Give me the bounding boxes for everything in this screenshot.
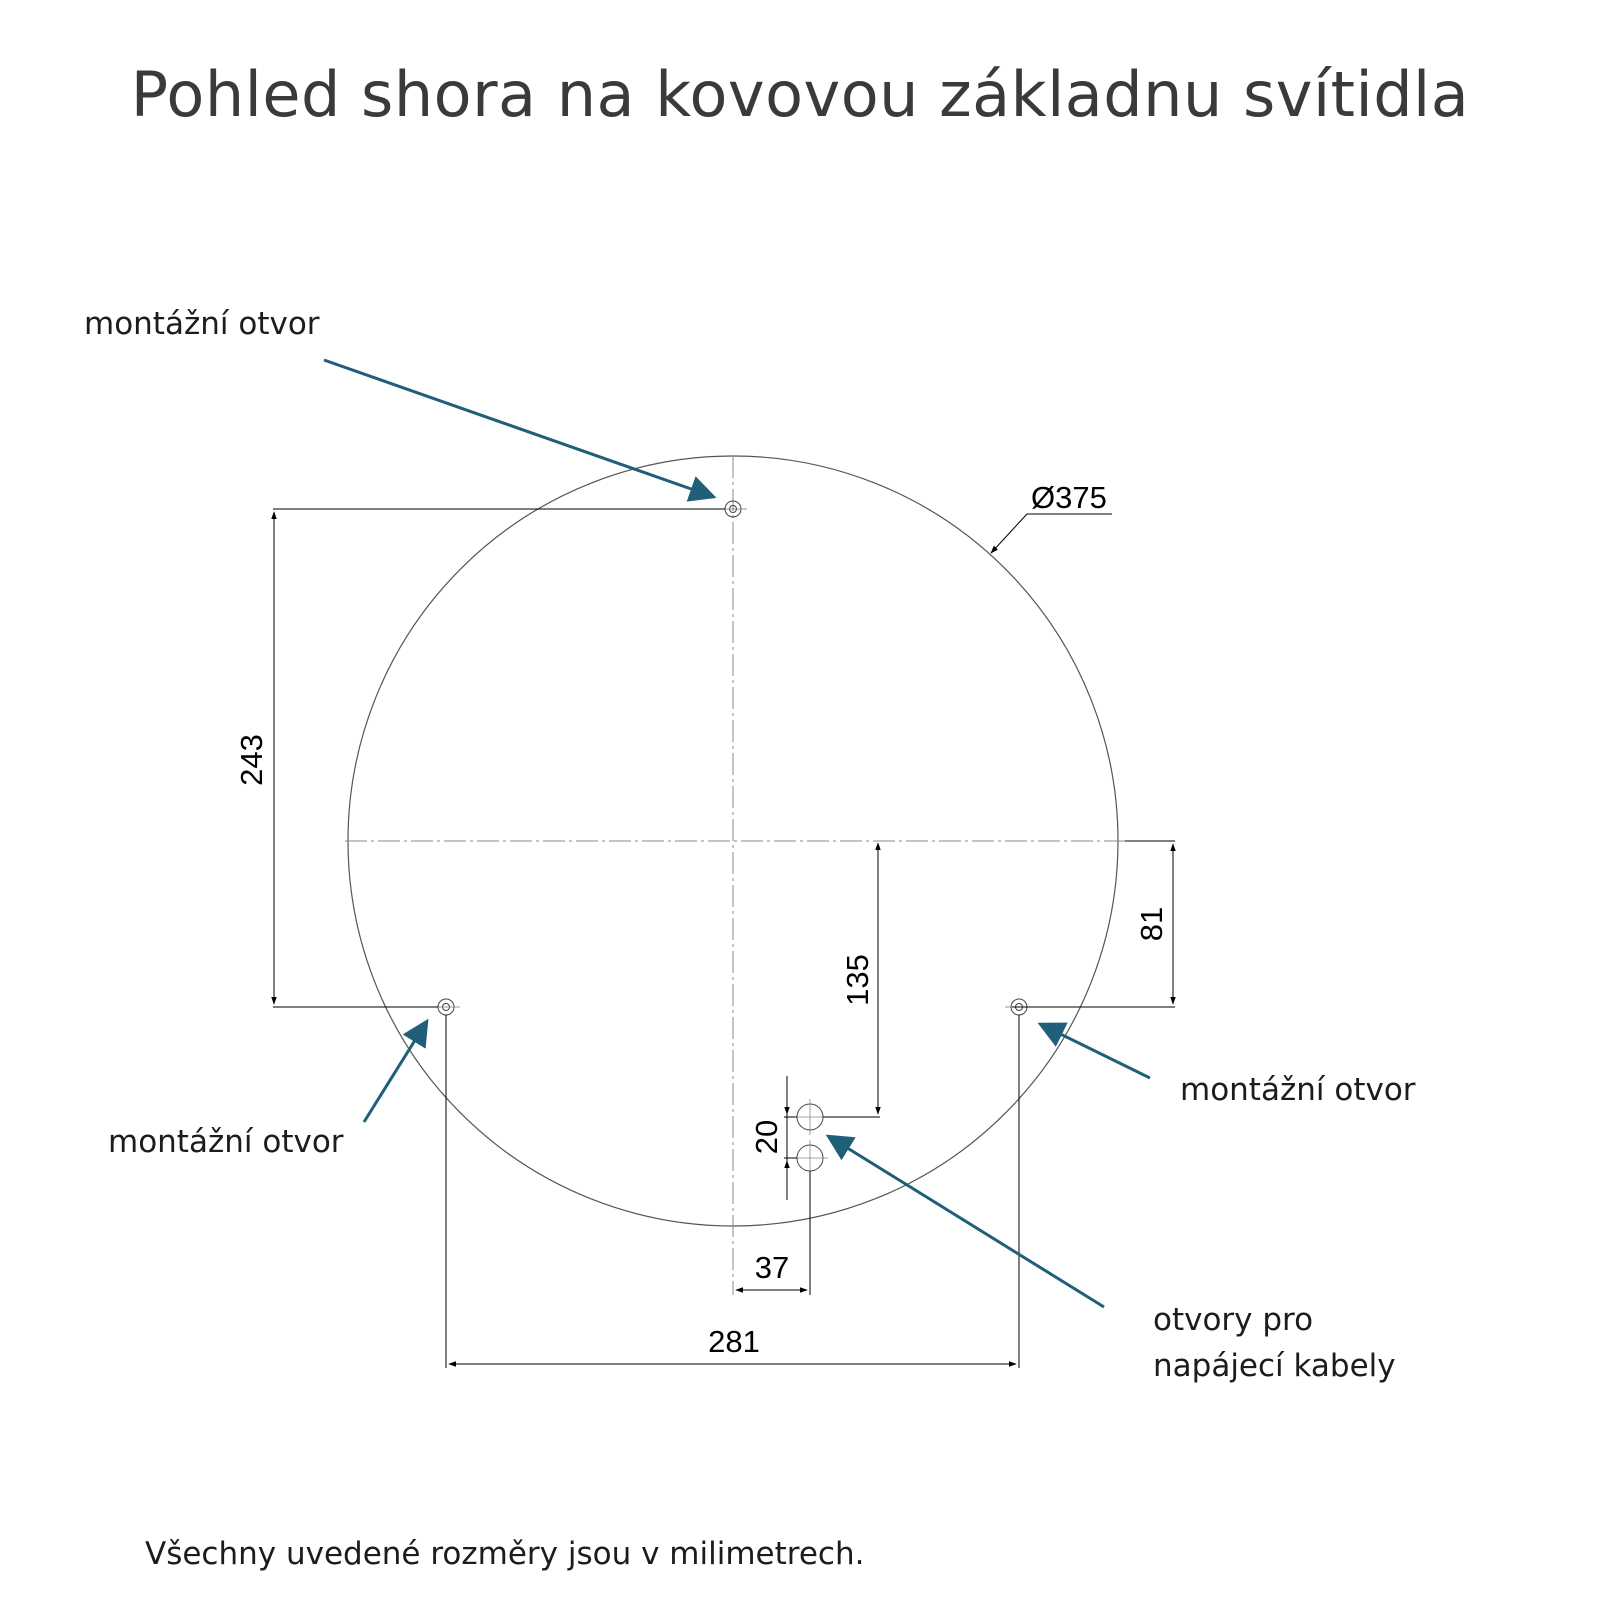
label-mount-hole-right: montážní otvor xyxy=(1180,1072,1416,1108)
callout-arrow-cable-holes xyxy=(828,1136,1104,1307)
dimension-281-value: 281 xyxy=(708,1324,760,1359)
label-mount-hole-top: montážní otvor xyxy=(84,306,320,342)
dimension-20 xyxy=(784,1076,797,1200)
dimension-diameter-value: Ø375 xyxy=(1031,480,1107,515)
dimension-81-value: 81 xyxy=(1134,906,1169,942)
cable-hole-lower xyxy=(792,1140,828,1176)
dimension-243 xyxy=(273,509,725,1007)
dimension-20-value: 20 xyxy=(749,1119,784,1155)
label-cable-holes-line1: otvory pro xyxy=(1153,1302,1314,1338)
units-footnote: Všechny uvedené rozměry jsou v milimetrech. xyxy=(145,1536,865,1572)
label-cable-holes-line2: napájecí kabely xyxy=(1153,1348,1396,1384)
dimension-243-value: 243 xyxy=(234,734,269,786)
dimension-135-value: 135 xyxy=(840,954,875,1006)
callout-arrow-mount-left xyxy=(364,1021,427,1122)
callout-arrow-mount-top xyxy=(324,360,714,497)
callout-arrow-mount-right xyxy=(1040,1024,1150,1078)
dimension-37-value: 37 xyxy=(754,1250,790,1285)
label-mount-hole-left: montážní otvor xyxy=(108,1124,344,1160)
page-title: Pohled shora na kovovou základnu svítidla xyxy=(130,58,1470,131)
dimension-diameter xyxy=(991,514,1112,553)
cable-hole-upper xyxy=(792,1099,828,1135)
